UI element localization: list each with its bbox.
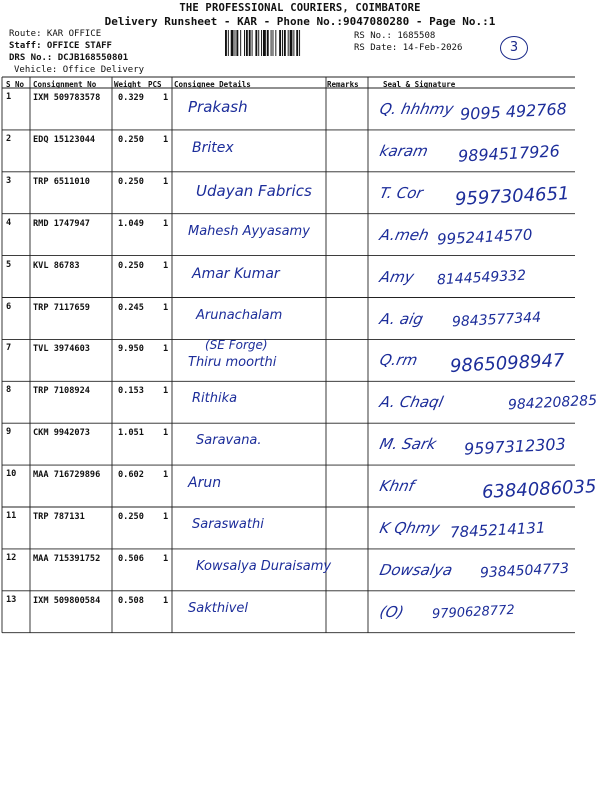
row-consignment-no: CKM 9942073 (33, 428, 90, 439)
barcode-image (225, 30, 350, 56)
row-signature-scribble: K Qhmy (378, 519, 442, 537)
row-phone-number: 9790628772 (431, 602, 516, 622)
route-label: Route: KAR OFFICE (9, 29, 102, 39)
row-sno: 4 (6, 217, 12, 228)
row-signature-scribble: A. aig (378, 309, 425, 328)
row-pcs: 1 (163, 470, 169, 481)
row-weight: 1.049 (118, 218, 144, 229)
row-sno: 8 (6, 385, 12, 396)
row-phone-number: 9095 492768 (459, 99, 568, 124)
row-consignment-no: TRP 7117659 (33, 302, 90, 313)
row-consignee-name: Arun (188, 475, 222, 492)
col-header-consignment: Consignment No (33, 80, 97, 89)
row-weight: 0.602 (118, 470, 144, 481)
row-weight: 0.250 (118, 512, 144, 522)
row-consignment-no: TVL 3974603 (33, 344, 90, 355)
row-consignee-name: Mahesh Ayyasamy (188, 223, 310, 239)
row-signature-scribble: karam (378, 141, 430, 160)
row-sno: 2 (6, 133, 12, 144)
row-pcs: 1 (163, 553, 169, 564)
row-consignee-name: Kowsalya Duraisamy (196, 558, 332, 574)
drs-number: DRS No.: DCJB168550801 (9, 53, 129, 63)
row-consignee-name: Udayan Fabrics (196, 181, 312, 200)
rs-number: RS No.: 1685508 (354, 31, 436, 41)
row-pcs: 1 (163, 344, 169, 355)
col-header-remarks: Remarks (327, 80, 359, 89)
row-consignment-no: IXM 509800584 (33, 595, 101, 606)
row-pcs: 1 (163, 595, 169, 606)
row-signature-scribble: A.meh (378, 225, 431, 244)
row-phone-number: 7845214131 (449, 518, 546, 542)
vehicle-label: Vehicle: Office Delivery (14, 65, 145, 75)
row-consignment-no: IXM 509783578 (33, 93, 101, 103)
row-weight: 1.051 (118, 428, 144, 439)
row-sno: 9 (6, 427, 12, 438)
row-sno: 3 (6, 175, 12, 186)
row-consignee-name: Britex (192, 139, 234, 156)
row-pcs: 1 (163, 176, 169, 187)
row-consignment-no: EDQ 15123044 (33, 134, 96, 145)
row-sno: 6 (6, 301, 12, 312)
row-pcs: 1 (163, 218, 169, 229)
row-weight: 0.250 (118, 260, 144, 271)
row-weight: 0.250 (118, 134, 144, 145)
row-phone-number: 6384086035 (481, 476, 598, 504)
row-phone-number: 9865098947 (449, 350, 566, 378)
row-phone-number: 9843577344 (451, 309, 542, 330)
row-phone-number: 9597304651 (454, 182, 571, 210)
row-phone-number: 8144549332 (436, 267, 527, 288)
row-consignee-name: Rithika (192, 391, 238, 407)
row-sno: 1 (6, 92, 12, 102)
row-signature-scribble: Q.rm (378, 351, 420, 370)
row-weight: 0.250 (118, 176, 144, 187)
row-signature-scribble: M. Sark (378, 435, 438, 454)
row-sno: 7 (6, 343, 12, 354)
row-consignment-no: TRP 7108924 (33, 386, 90, 397)
row-sno: 12 (6, 552, 17, 563)
col-header-signature: Seal & Signature (383, 80, 456, 89)
row-pcs: 1 (163, 93, 169, 103)
row-consignee-name: Thiru moorthi (188, 355, 277, 371)
col-header-sno: S No (6, 80, 25, 89)
row-phone-number: 9842208285 (507, 392, 598, 414)
row-weight: 9.950 (118, 344, 144, 355)
row-phone-number: 9384504773 (479, 560, 570, 582)
row-weight: 0.153 (118, 386, 144, 397)
row-consignment-no: RMD 1747947 (33, 218, 90, 229)
row-pcs: 1 (163, 428, 169, 439)
row-consignee-name: Prakash (188, 98, 248, 116)
row-pcs: 1 (163, 512, 169, 522)
row-consignment-no: TRP 6511010 (33, 176, 90, 187)
company-name: THE PROFESSIONAL COURIERS, COIMBATORE (179, 2, 421, 14)
row-consignment-no: TRP 787131 (33, 512, 85, 522)
row-sno: 5 (6, 259, 12, 270)
row-weight: 0.506 (118, 553, 144, 564)
col-header-weight: Weight (114, 80, 142, 89)
row-signature-scribble: (O) (378, 602, 406, 621)
col-header-consignee: Consignee Details (174, 80, 251, 89)
row-pcs: 1 (163, 260, 169, 271)
row-pcs: 1 (163, 134, 169, 145)
row-phone-number: 9952414570 (436, 225, 533, 249)
row-phone-number: 9597312303 (463, 434, 567, 459)
row-sno: 13 (6, 594, 17, 605)
row-signature-scribble: T. Cor (378, 183, 425, 202)
col-header-pcs: PCS (148, 80, 162, 89)
row-consignee-name: Saraswathi (192, 517, 264, 532)
row-weight: 0.329 (118, 93, 144, 103)
runsheet-title: Delivery Runsheet - KAR - Phone No.:9047080280 - Page No.:1 (104, 15, 496, 28)
row-pcs: 1 (163, 386, 169, 397)
row-consignee-name: Arunachalam (196, 307, 283, 323)
row-consignment-no: MAA 716729896 (33, 470, 101, 481)
row-consignee-note: (SE Forge) (205, 338, 268, 353)
row-signature-scribble: Q. hhhmy (378, 100, 456, 118)
row-consignee-name: Sakthivel (188, 600, 248, 616)
row-consignee-name: Amar Kumar (192, 265, 280, 282)
row-phone-number: 9894517926 (457, 141, 561, 166)
rs-date: RS Date: 14-Feb-2026 (354, 43, 463, 53)
row-signature-scribble: Amy (378, 267, 416, 286)
staff-label: Staff: OFFICE STAFF (9, 41, 112, 51)
row-weight: 0.245 (118, 302, 144, 313)
circled-page-number: 3 (500, 36, 528, 60)
row-consignee-name: Saravana. (196, 433, 262, 449)
row-consignment-no: MAA 715391752 (33, 553, 101, 564)
row-consignment-no: KVL 86783 (33, 260, 80, 271)
row-pcs: 1 (163, 302, 169, 313)
row-sno: 10 (6, 469, 17, 480)
row-signature-scribble: Khnf (378, 477, 417, 496)
row-sno: 11 (6, 511, 17, 521)
row-signature-scribble: Dowsalya (378, 560, 455, 579)
row-weight: 0.508 (118, 595, 144, 606)
row-signature-scribble: A. Chaql (378, 393, 445, 412)
